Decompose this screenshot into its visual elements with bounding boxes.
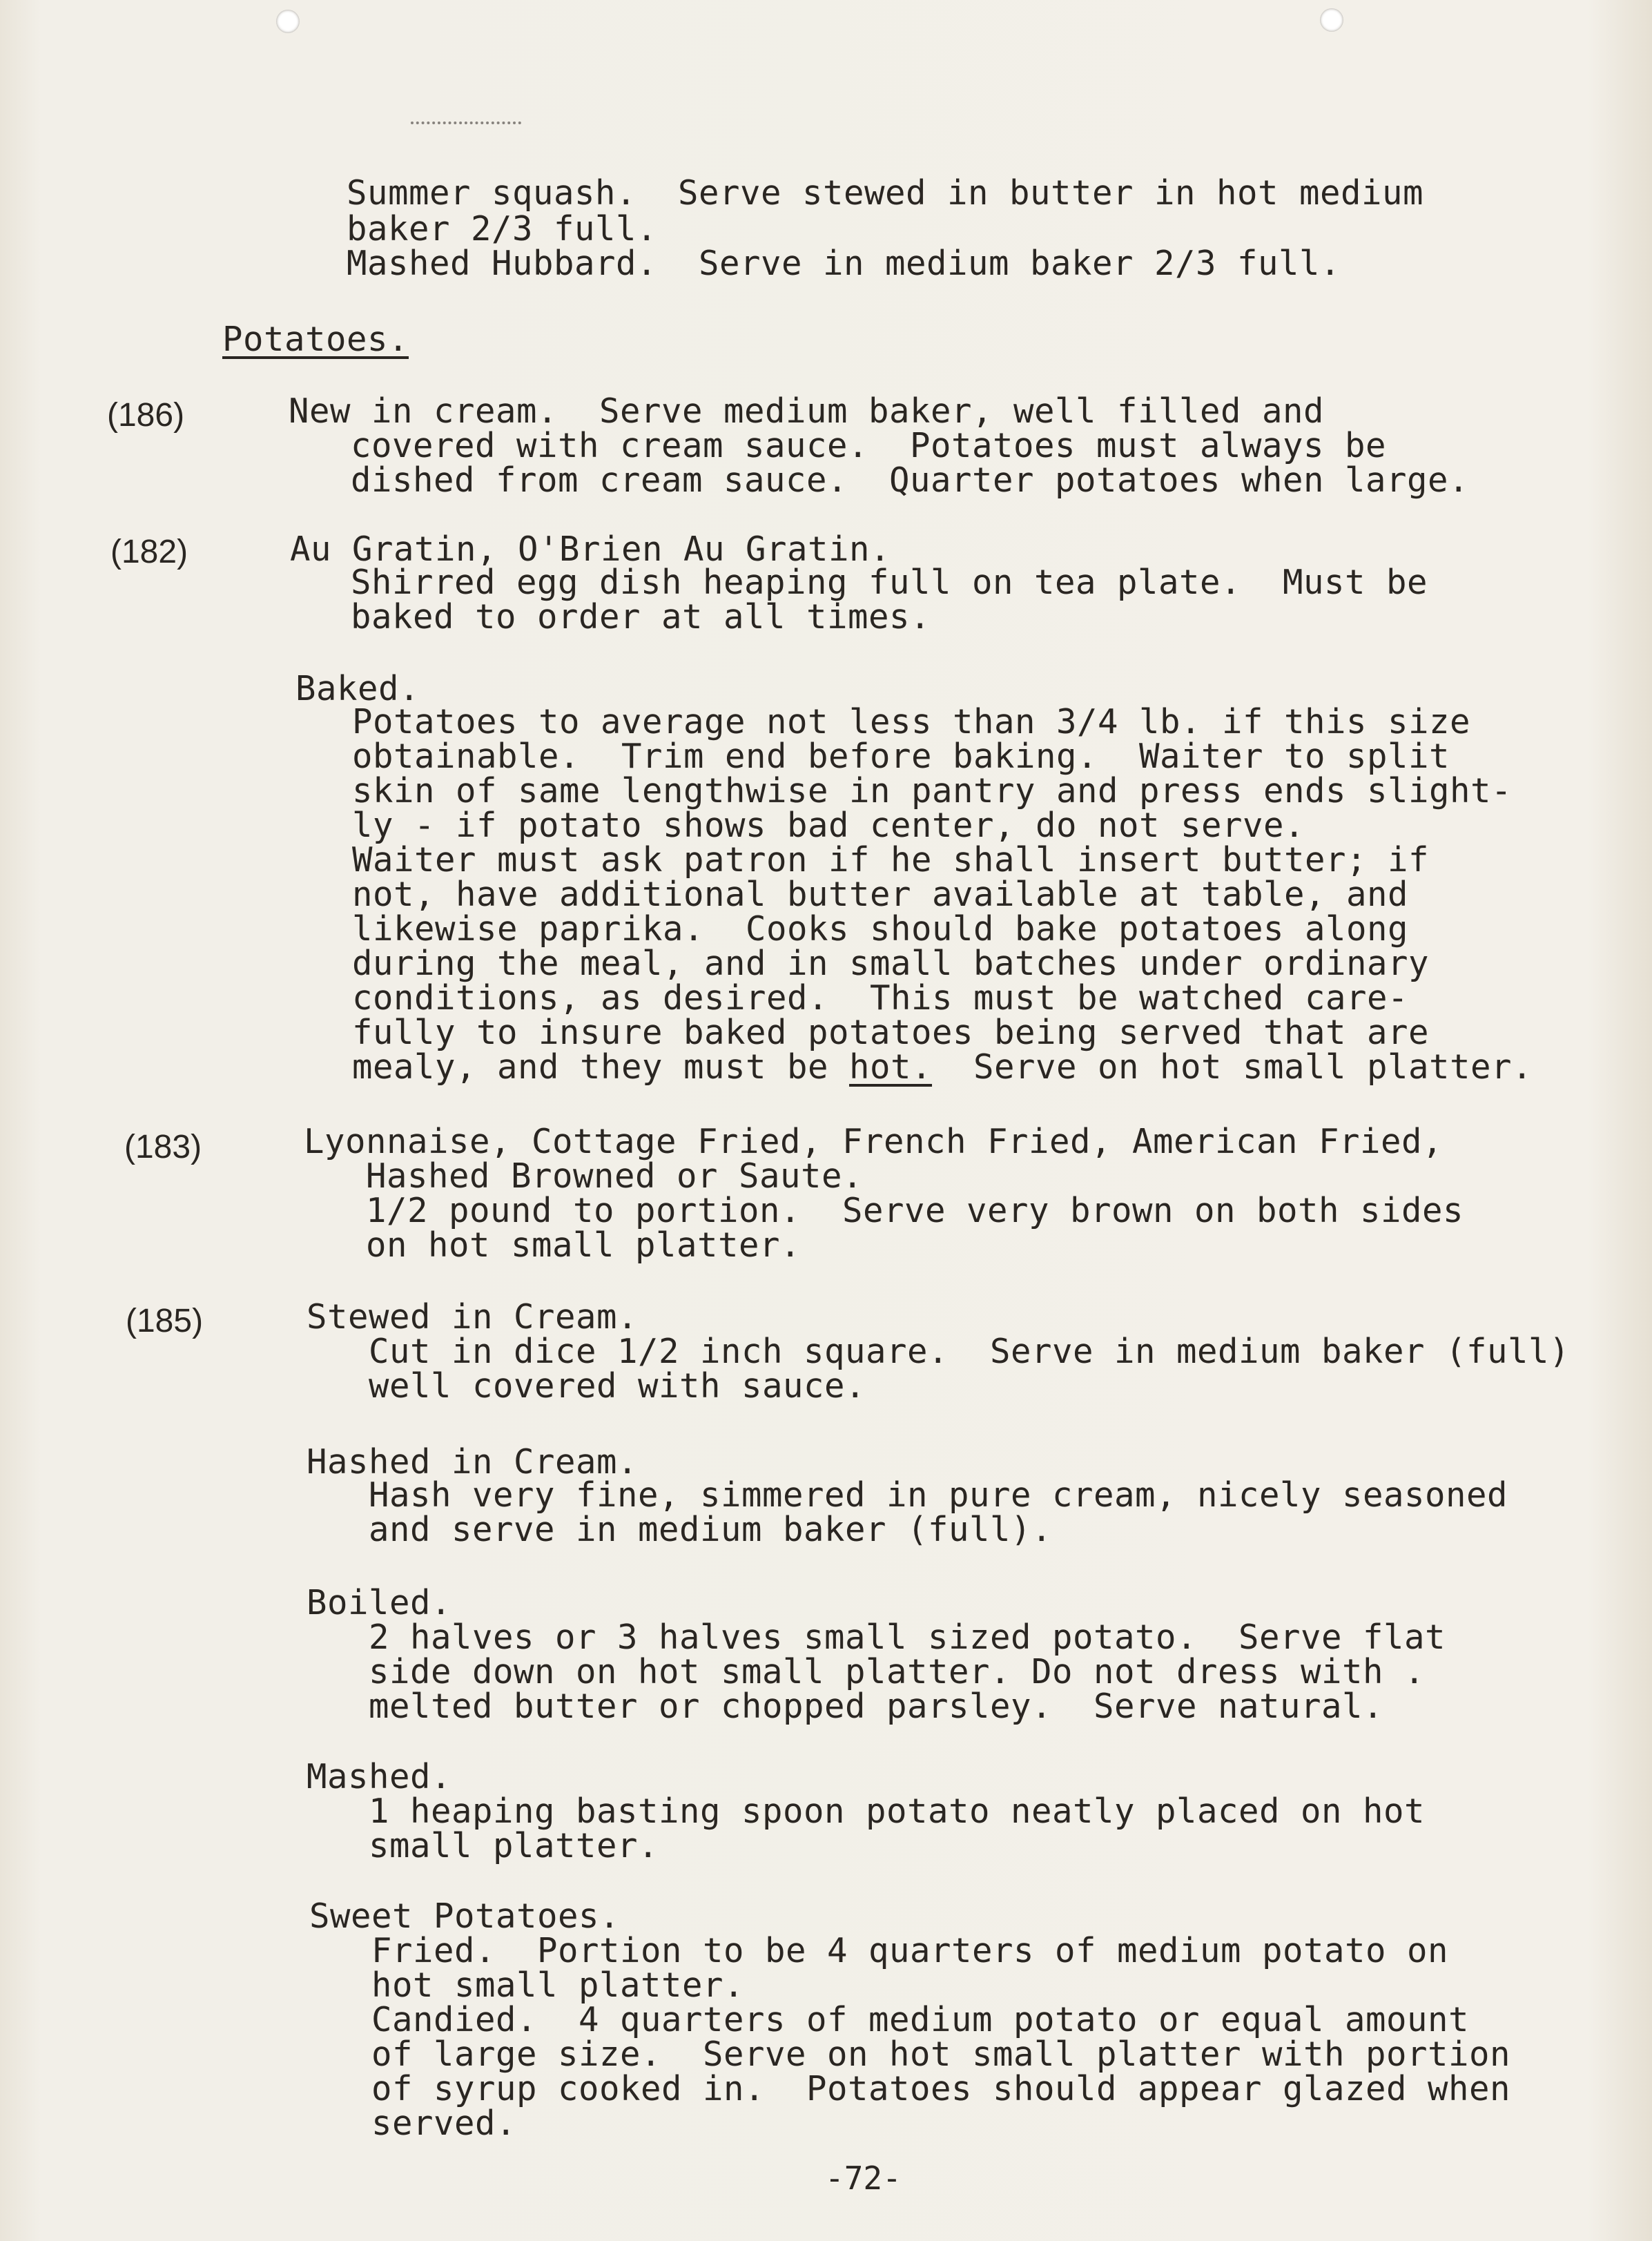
stewed-line-1: Cut in dice 1/2 inch square. Serve in medium baker (full): [369, 1332, 1571, 1371]
baked-line-8: during the meal, and in small batches under ordinary: [352, 944, 1430, 983]
summer-squash-line-2: baker 2/3 full.: [347, 209, 658, 249]
baked-line-6: not, have additional butter available at table, and: [352, 875, 1409, 914]
ink-smudge: [411, 122, 521, 131]
au-gratin-line-1: Au Gratin, O'Brien Au Gratin.: [290, 530, 891, 569]
summer-squash-line-1: Summer squash. Serve stewed in butter in hot medium: [347, 173, 1424, 213]
hashed-line-1: Hash very fine, simmered in pure cream, nicely seasoned: [369, 1475, 1508, 1515]
entry-number-186: (186): [107, 397, 185, 434]
mashed-title: Mashed.: [307, 1757, 452, 1796]
stewed-title: Stewed in Cream.: [307, 1297, 639, 1337]
boiled-title: Boiled.: [307, 1583, 452, 1622]
baked-line-1: Potatoes to average not less than 3/4 lb. if this size: [352, 702, 1471, 741]
mashed-line-2: small platter.: [369, 1826, 659, 1865]
stewed-line-2: well covered with sauce.: [369, 1366, 866, 1406]
punch-hole-right: [1320, 8, 1343, 32]
entry-number-185: (185): [126, 1303, 204, 1339]
baked-line-11-start: mealy, and they must be: [352, 1047, 850, 1087]
hashed-line-2: and serve in medium baker (full).: [369, 1510, 1053, 1549]
baked-line-11: [352, 1049, 1533, 1085]
entry-number-182: (182): [110, 534, 188, 570]
entry-number-183: (183): [124, 1129, 202, 1165]
baked-line-2: obtainable. Trim end before baking. Waiter to split: [352, 737, 1450, 776]
boiled-line-1: 2 halves or 3 halves small sized potato. Serve flat: [369, 1618, 1446, 1657]
sweet-potatoes-title: Sweet Potatoes.: [309, 1896, 621, 1936]
lyonnaise-line-4: on hot small platter.: [366, 1225, 801, 1265]
hashed-title: Hashed in Cream.: [307, 1442, 639, 1482]
baked-line-5: Waiter must ask patron if he shall insert butter; if: [352, 840, 1430, 880]
boiled-line-3: melted butter or chopped parsley. Serve natural.: [369, 1687, 1384, 1726]
sweet-line-3: Candied. 4 quarters of medium potato or equal amount: [371, 2000, 1470, 2039]
baked-title: Baked.: [295, 669, 420, 708]
baked-line-11-end: Serve on hot small platter.: [932, 1047, 1533, 1087]
lyonnaise-line-2: Hashed Browned or Saute.: [366, 1156, 864, 1196]
new-cream-line-3: dished from cream sauce. Quarter potatoes when large.: [351, 460, 1470, 500]
sweet-line-6: served.: [371, 2104, 517, 2143]
punch-hole-left: [276, 10, 300, 33]
section-title: Potatoes.: [222, 320, 409, 359]
sweet-line-4: of large size. Serve on hot small platter with portion: [371, 2035, 1511, 2074]
au-gratin-line-3: baked to order at all times.: [351, 597, 931, 637]
mashed-hubbard-line: Mashed Hubbard. Serve in medium baker 2/3 full.: [347, 244, 1341, 283]
sweet-line-1: Fried. Portion to be 4 quarters of medium potato on: [371, 1931, 1449, 1970]
lyonnaise-line-1: Lyonnaise, Cottage Fried, French Fried, American Fried,: [304, 1122, 1444, 1161]
new-cream-line-1: New in cream. Serve medium baker, well filled and: [289, 391, 1325, 431]
baked-line-7: likewise paprika. Cooks should bake potatoes along: [352, 909, 1409, 949]
baked-line-4: ly - if potato shows bad center, do not serve.: [352, 806, 1305, 845]
lyonnaise-line-3: 1/2 pound to portion. Serve very brown on both sides: [366, 1191, 1464, 1230]
boiled-line-2: side down on hot small platter. Do not dress with .: [369, 1652, 1426, 1691]
au-gratin-line-2: Shirred egg dish heaping full on tea plate. Must be: [351, 563, 1428, 602]
baked-line-3: skin of same lengthwise in pantry and press ends slight-: [352, 771, 1513, 811]
sweet-line-2: hot small platter.: [371, 1966, 745, 2005]
baked-line-10: fully to insure baked potatoes being served that are: [352, 1013, 1430, 1052]
baked-line-9: conditions, as desired. This must be watched care-: [352, 978, 1409, 1018]
page-number: -72-: [825, 2160, 902, 2197]
sweet-line-5: of syrup cooked in. Potatoes should appear glazed when: [371, 2069, 1511, 2108]
mashed-line-1: 1 heaping basting spoon potato neatly placed on hot: [369, 1792, 1426, 1831]
baked-hot-emphasis: hot.: [849, 1047, 933, 1087]
new-cream-line-2: covered with cream sauce. Potatoes must always be: [351, 426, 1387, 465]
